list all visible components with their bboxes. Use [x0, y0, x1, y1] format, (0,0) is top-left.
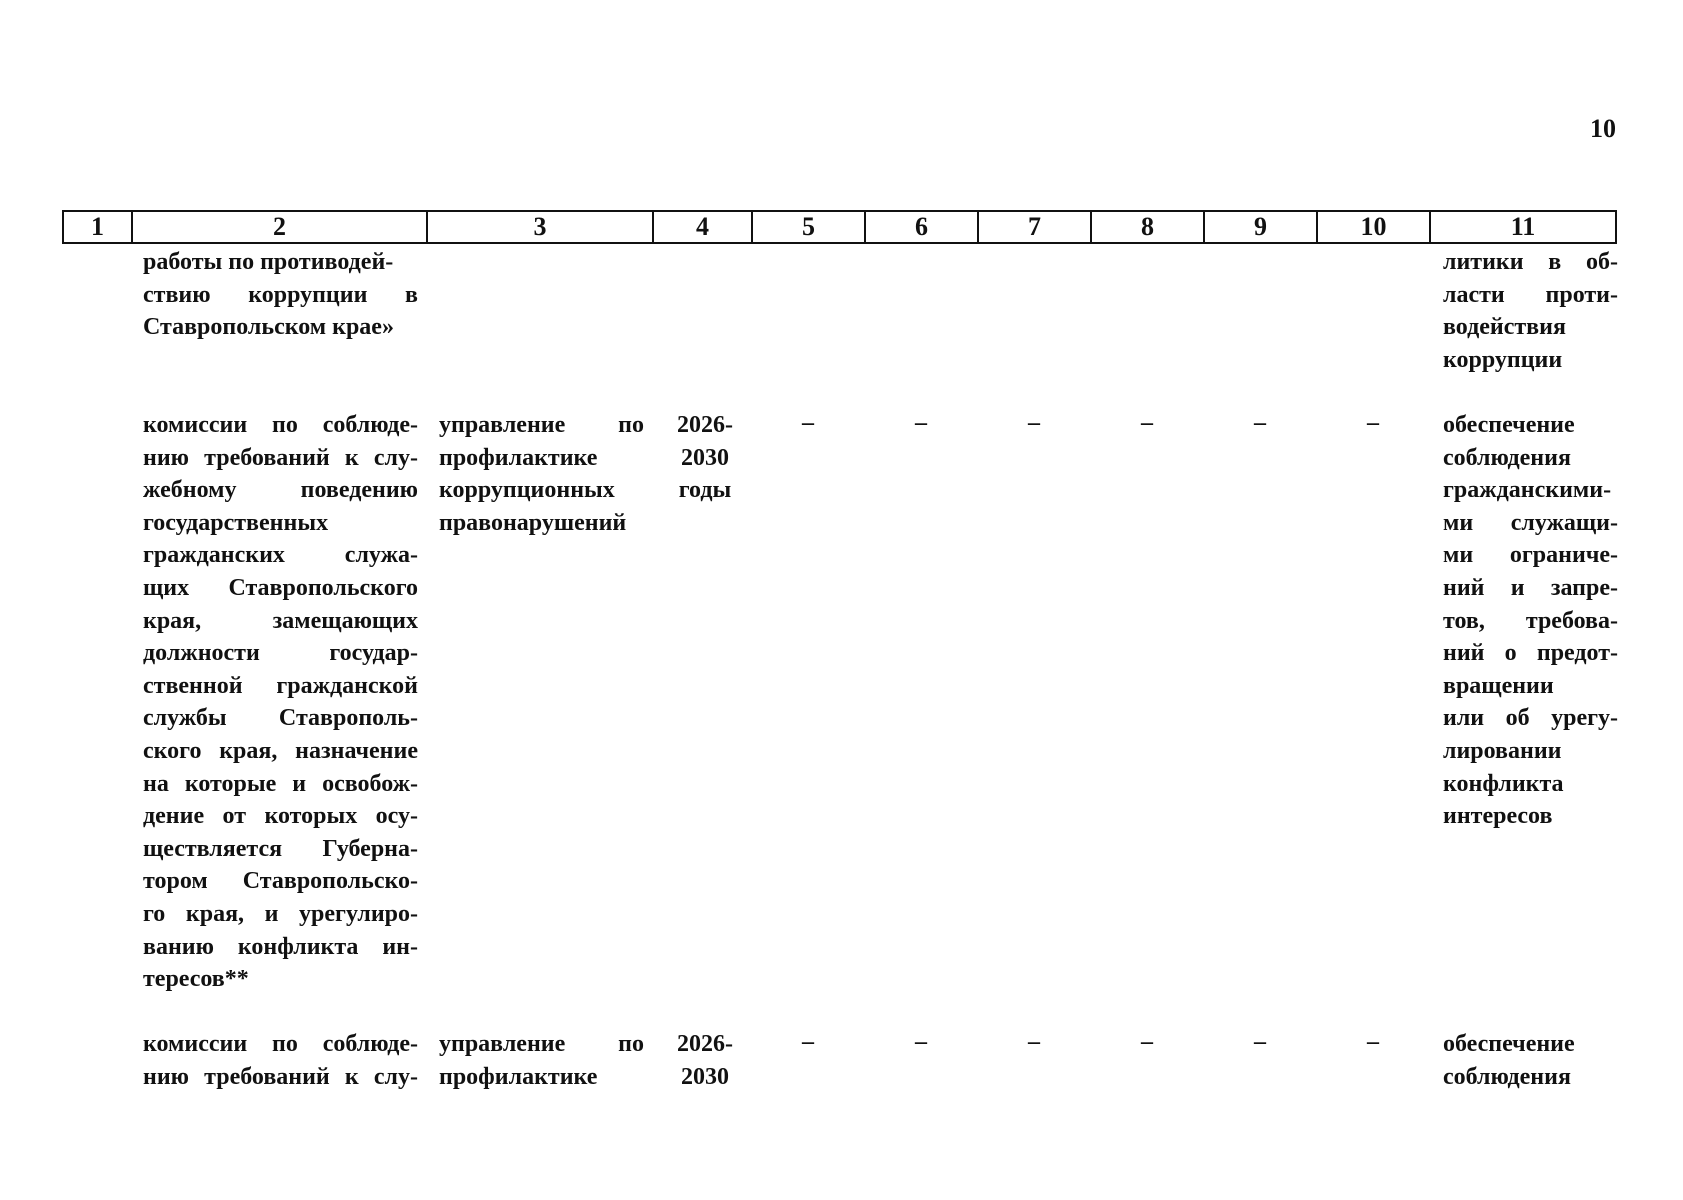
text-line: ми служащи-: [1443, 509, 1618, 536]
text-line: тов, требова-: [1443, 607, 1618, 634]
text-line: нию требований к слу-: [143, 1063, 418, 1090]
column-number-5: 5: [752, 211, 865, 243]
row1-col4-text: [660, 409, 750, 507]
text-line: правонарушений: [439, 509, 627, 536]
text-line: Ставропольском крае»: [143, 314, 394, 341]
text-line: гражданскими-: [1443, 477, 1612, 504]
row1-col10-dash: –: [1367, 410, 1379, 436]
page-number: 10: [1590, 114, 1616, 143]
column-number-7: 7: [978, 211, 1091, 243]
text-line: 2030: [681, 1063, 729, 1090]
row2-col3-text: [439, 1028, 644, 1093]
row2-col8-dash: –: [1141, 1029, 1153, 1055]
text-line: на которые и освобож-: [143, 770, 418, 797]
text-line: службы Ставрополь-: [143, 705, 418, 732]
text-line: вращении: [1443, 672, 1554, 699]
text-line: 2026-: [677, 1031, 733, 1057]
text-line: соблюдения: [1443, 444, 1571, 471]
row2-col6-dash: –: [915, 1029, 927, 1055]
text-line: интересов: [1443, 803, 1553, 830]
column-number-10: 10: [1317, 211, 1430, 243]
text-line: годы: [678, 477, 732, 504]
text-line: 2026-: [677, 412, 733, 438]
row1-col7-dash: –: [1028, 410, 1040, 436]
text-line: коррупционных: [439, 477, 615, 504]
text-line: комиссии по соблюде-: [143, 412, 418, 438]
row1-col6-dash: –: [915, 410, 927, 436]
text-line: работы по противодей-: [143, 249, 394, 275]
text-line: управление по: [439, 412, 644, 438]
column-number-1: 1: [63, 211, 132, 243]
text-line: водействия: [1443, 314, 1566, 341]
text-line: соблюдения: [1443, 1063, 1571, 1090]
column-number-3: 3: [427, 211, 653, 243]
text-line: жебному поведению: [143, 477, 418, 504]
text-line: коррупции: [1443, 346, 1563, 373]
row1-col3-text: [439, 409, 644, 539]
text-line: профилактике: [439, 444, 598, 471]
row1-col8-dash: –: [1141, 410, 1153, 436]
row2-col7-dash: –: [1028, 1029, 1040, 1055]
text-line: должности государ-: [143, 640, 418, 667]
continuation-col11-text: [1443, 246, 1618, 376]
column-number-11: 11: [1430, 211, 1616, 243]
text-line: ний о предот-: [1443, 640, 1618, 667]
text-line: ствию коррупции в: [143, 281, 418, 308]
row2-col9-dash: –: [1254, 1029, 1266, 1055]
column-number-header: [62, 210, 1617, 244]
text-line: или об урегу-: [1443, 705, 1618, 732]
text-line: дение от которых осу-: [143, 803, 418, 830]
continuation-col2-text: [143, 246, 418, 344]
row2-col10-dash: –: [1367, 1029, 1379, 1055]
row1-col9-dash: –: [1254, 410, 1266, 436]
text-line: тором Ставропольско-: [143, 868, 418, 895]
text-line: нию требований к слу-: [143, 444, 418, 471]
row2-col2-text: [143, 1028, 418, 1093]
text-line: литики в об-: [1443, 249, 1618, 275]
row2-col4-text: [660, 1028, 750, 1093]
text-line: ми ограниче-: [1443, 542, 1618, 569]
text-line: ний и запре-: [1443, 574, 1618, 601]
text-line: обеспечение: [1443, 1031, 1575, 1057]
column-number-4: 4: [653, 211, 752, 243]
column-number-2: 2: [132, 211, 427, 243]
row2-col5-dash: –: [802, 1029, 814, 1055]
text-line: тересов**: [143, 966, 249, 993]
row1-col2-text: [143, 409, 418, 996]
text-line: края, замещающих: [143, 607, 418, 634]
text-line: гражданских служа-: [143, 542, 418, 569]
column-number-9: 9: [1204, 211, 1317, 243]
row2-col11-text: [1443, 1028, 1618, 1093]
text-line: конфликта: [1443, 770, 1564, 797]
text-line: го края, и урегулиро-: [143, 900, 418, 927]
text-line: ского края, назначение: [143, 737, 418, 764]
text-line: ласти проти-: [1443, 281, 1618, 308]
text-line: ществляется Губерна-: [143, 835, 418, 862]
column-number-8: 8: [1091, 211, 1204, 243]
text-line: ственной гражданской: [143, 672, 418, 699]
text-line: ванию конфликта ин-: [143, 933, 418, 960]
text-line: комиссии по соблюде-: [143, 1031, 418, 1057]
text-line: государственных: [143, 509, 329, 536]
row1-col5-dash: –: [802, 410, 814, 436]
text-line: 2030: [681, 444, 729, 471]
text-line: щих Ставропольского: [143, 574, 418, 601]
text-line: управление по: [439, 1031, 644, 1057]
row1-col11-text: [1443, 409, 1618, 833]
text-line: профилактике: [439, 1063, 598, 1090]
text-line: лировании: [1443, 737, 1562, 764]
text-line: обеспечение: [1443, 412, 1575, 438]
column-number-6: 6: [865, 211, 978, 243]
